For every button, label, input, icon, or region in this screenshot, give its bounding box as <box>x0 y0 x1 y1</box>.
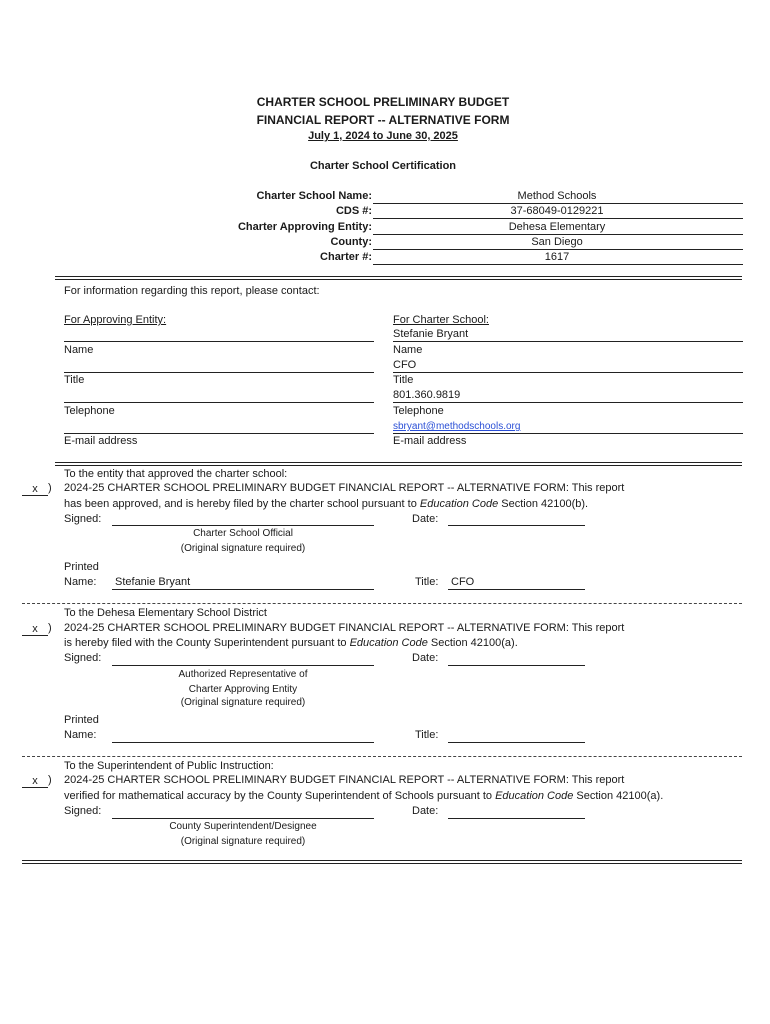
approving-entity-heading: For Approving Entity: <box>64 314 167 326</box>
approving-entity-value: Dehesa Elementary <box>508 221 606 233</box>
county-label: County: <box>330 236 372 248</box>
section1-signed-label: Signed: <box>64 513 102 525</box>
approving-entity-line <box>373 234 743 235</box>
school-email-label: E-mail address <box>393 435 467 447</box>
section1-date-field[interactable] <box>448 525 585 526</box>
charter-school-heading: For Charter School: <box>393 314 489 326</box>
school-title-line <box>393 372 743 373</box>
section2-line1: 2024-25 CHARTER SCHOOL PRELIMINARY BUDGET FINANCIAL REPORT -- ALTERNATIVE FORM: This report <box>64 622 625 634</box>
entity-name-line <box>64 341 374 342</box>
section3-sig-caption1: County Superintendent/Designee <box>169 821 317 832</box>
section3-signed-label: Signed: <box>64 805 102 817</box>
school-telephone-label: Telephone <box>393 405 444 417</box>
section2-signature-field[interactable] <box>112 665 374 666</box>
section2-signed-label: Signed: <box>64 652 102 664</box>
entity-title-label: Title <box>64 374 85 386</box>
section2-sig-caption2: Charter Approving Entity <box>188 684 298 695</box>
school-title-label: Title <box>393 374 414 386</box>
section3-line2: verified for mathematical accuracy by the County Superintendent of Schools pursuant to Education Code Section 42100(a). <box>64 790 664 802</box>
school-name-value: Method Schools <box>517 190 597 202</box>
section3-sig-caption2: (Original signature required) <box>180 836 306 847</box>
section2-date-field[interactable] <box>448 665 585 666</box>
entity-name-label: Name <box>64 344 94 356</box>
section1-printed-name: Stefanie Bryant <box>115 576 191 588</box>
section-divider-double <box>55 276 742 280</box>
section-divider-double-bottom <box>22 860 742 864</box>
school-name-label: Charter School Name: <box>256 190 372 202</box>
section-divider-dashed <box>22 603 742 604</box>
section1-signature-field[interactable] <box>112 525 374 526</box>
section2-intro: To the Dehesa Elementary School District <box>64 607 267 619</box>
approving-entity-label: Charter Approving Entity: <box>237 221 372 233</box>
section2-printed-label: Printed <box>64 714 99 726</box>
school-contact-title: CFO <box>393 359 417 371</box>
section1-paren: ) <box>48 482 52 494</box>
cds-value: 37-68049-0129221 <box>510 205 604 217</box>
section3-paren: ) <box>48 774 52 786</box>
section2-title-label: Title: <box>415 729 439 741</box>
section1-title-label: Title: <box>415 576 439 588</box>
section3-date-label: Date: <box>412 805 439 817</box>
charter-number-value: 1617 <box>544 251 570 263</box>
section2-name-label: Name: <box>64 729 97 741</box>
section2-sig-caption3: (Original signature required) <box>180 697 306 708</box>
entity-phone-line <box>64 402 374 403</box>
section2-paren: ) <box>48 622 52 634</box>
school-email-line <box>393 433 743 434</box>
school-contact-phone: 801.360.9819 <box>393 389 461 401</box>
report-title-line2: FINANCIAL REPORT -- ALTERNATIVE FORM <box>256 113 510 127</box>
charter-number-label: Charter #: <box>320 251 372 263</box>
section1-sig-caption1: Charter School Official <box>193 528 293 539</box>
entity-title-line <box>64 372 374 373</box>
section2-printed-name-field[interactable] <box>112 742 374 743</box>
school-name-contact-line <box>393 341 743 342</box>
section3-line1: 2024-25 CHARTER SCHOOL PRELIMINARY BUDGET FINANCIAL REPORT -- ALTERNATIVE FORM: This report <box>64 774 625 786</box>
county-value: San Diego <box>531 236 583 248</box>
section2-checkbox-mark[interactable]: x <box>22 623 48 636</box>
section3-intro: To the Superintendent of Public Instruction: <box>64 760 274 772</box>
section3-checkbox-mark[interactable]: x <box>22 775 48 788</box>
section1-intro: To the entity that approved the charter school: <box>64 468 288 480</box>
school-name-line <box>373 203 743 204</box>
section1-date-label: Date: <box>412 513 439 525</box>
entity-email-label: E-mail address <box>64 435 138 447</box>
entity-email-line <box>64 433 374 434</box>
report-period: July 1, 2024 to June 30, 2025 <box>308 130 458 142</box>
section1-printed-name-field[interactable] <box>112 589 374 590</box>
section1-title-field[interactable] <box>448 589 585 590</box>
section2-line2: is hereby filed with the County Superintendent pursuant to Education Code Section 42100(a). <box>64 637 518 649</box>
school-contact-name: Stefanie Bryant <box>393 328 469 340</box>
section3-signature-field[interactable] <box>112 818 374 819</box>
section1-sig-caption2: (Original signature required) <box>180 543 306 554</box>
section1-line1: 2024-25 CHARTER SCHOOL PRELIMINARY BUDGET FINANCIAL REPORT -- ALTERNATIVE FORM: This report <box>64 482 625 494</box>
certification-heading: Charter School Certification <box>309 160 457 172</box>
section1-checkbox-mark[interactable]: x <box>22 483 48 496</box>
section2-date-label: Date: <box>412 652 439 664</box>
section1-name-label: Name: <box>64 576 97 588</box>
report-title-line1: CHARTER SCHOOL PRELIMINARY BUDGET <box>256 95 510 109</box>
charter-number-line <box>373 264 743 265</box>
section2-title-field[interactable] <box>448 742 585 743</box>
section3-date-field[interactable] <box>448 818 585 819</box>
school-contact-email-link[interactable]: sbryant@methodschools.org <box>393 421 521 432</box>
school-phone-line <box>393 402 743 403</box>
school-name-contact-label: Name <box>393 344 423 356</box>
section2-sig-caption1: Authorized Representative of <box>178 669 308 680</box>
cds-line <box>373 218 743 219</box>
cds-label: CDS #: <box>335 205 372 217</box>
contact-intro: For information regarding this report, please contact: <box>64 285 320 297</box>
section1-printed-label: Printed <box>64 561 99 573</box>
section1-title-value: CFO <box>451 576 475 588</box>
entity-telephone-label: Telephone <box>64 405 115 417</box>
section1-line2: has been approved, and is hereby filed by the charter school pursuant to Education Code Section 42100(b). <box>64 498 589 510</box>
county-line <box>373 249 743 250</box>
section-divider-dashed <box>22 756 742 757</box>
section-divider-double <box>55 462 742 466</box>
